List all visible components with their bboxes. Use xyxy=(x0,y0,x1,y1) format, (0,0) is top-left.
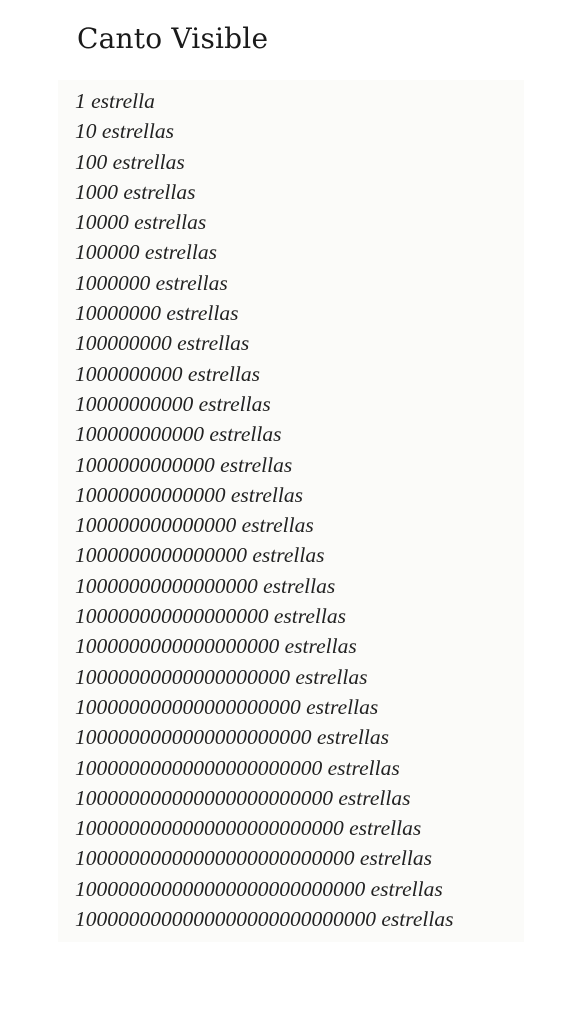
poem-line: 100000000 estrellas xyxy=(75,331,250,356)
poem-lines xyxy=(75,86,453,934)
poem-line: 1000000000000000000000000 estrellas xyxy=(75,816,422,841)
poem-line: 10000000000000000 estrellas xyxy=(75,573,336,598)
poem-line: 1 estrella xyxy=(75,89,155,113)
poem-line: 1000 estrellas xyxy=(75,179,196,204)
poem-line: 10000000000000 estrellas xyxy=(75,482,303,507)
poem-line: 1000000000000 estrellas xyxy=(75,452,293,477)
poem-line: 1000000000000000000 estrellas xyxy=(75,634,357,659)
poem-line: 10000 estrellas xyxy=(75,210,207,235)
page-title: Canto Visible xyxy=(77,22,269,55)
poem-line: 10000000 estrellas xyxy=(75,301,239,326)
poem-line: 10000000000000000000 estrellas xyxy=(75,664,368,689)
poem-line: 1000000 estrellas xyxy=(75,270,228,295)
poem-line: 10000000000000000000000 estrellas xyxy=(75,755,400,780)
poem-line: 100000 estrellas xyxy=(75,240,217,265)
poem-line: 100000000000000000000 estrellas xyxy=(75,694,379,719)
poem-line: 1000000000000000000000 estrellas xyxy=(75,725,389,750)
poem-line: 100000000000000 estrellas xyxy=(75,513,314,538)
poem-line: 100000000000000000000000 estrellas xyxy=(75,785,411,810)
poem-line: 1000000000000000000000000000 estrellas xyxy=(75,907,454,932)
poem-line: 100000000000000000 estrellas xyxy=(75,604,346,629)
poem-line: 100000000000000000000000000 estrellas xyxy=(75,876,443,901)
poem-line: 10000000000 estrellas xyxy=(75,391,271,416)
poem-line: 100 estrellas xyxy=(75,149,185,174)
poem-line: 1000000000000000 estrellas xyxy=(75,543,325,568)
poem-line: 100000000000 estrellas xyxy=(75,422,282,447)
poem-line: 10000000000000000000000000 estrellas xyxy=(75,846,432,871)
poem-line: 10 estrellas xyxy=(75,119,174,144)
poem-line: 1000000000 estrellas xyxy=(75,361,260,386)
